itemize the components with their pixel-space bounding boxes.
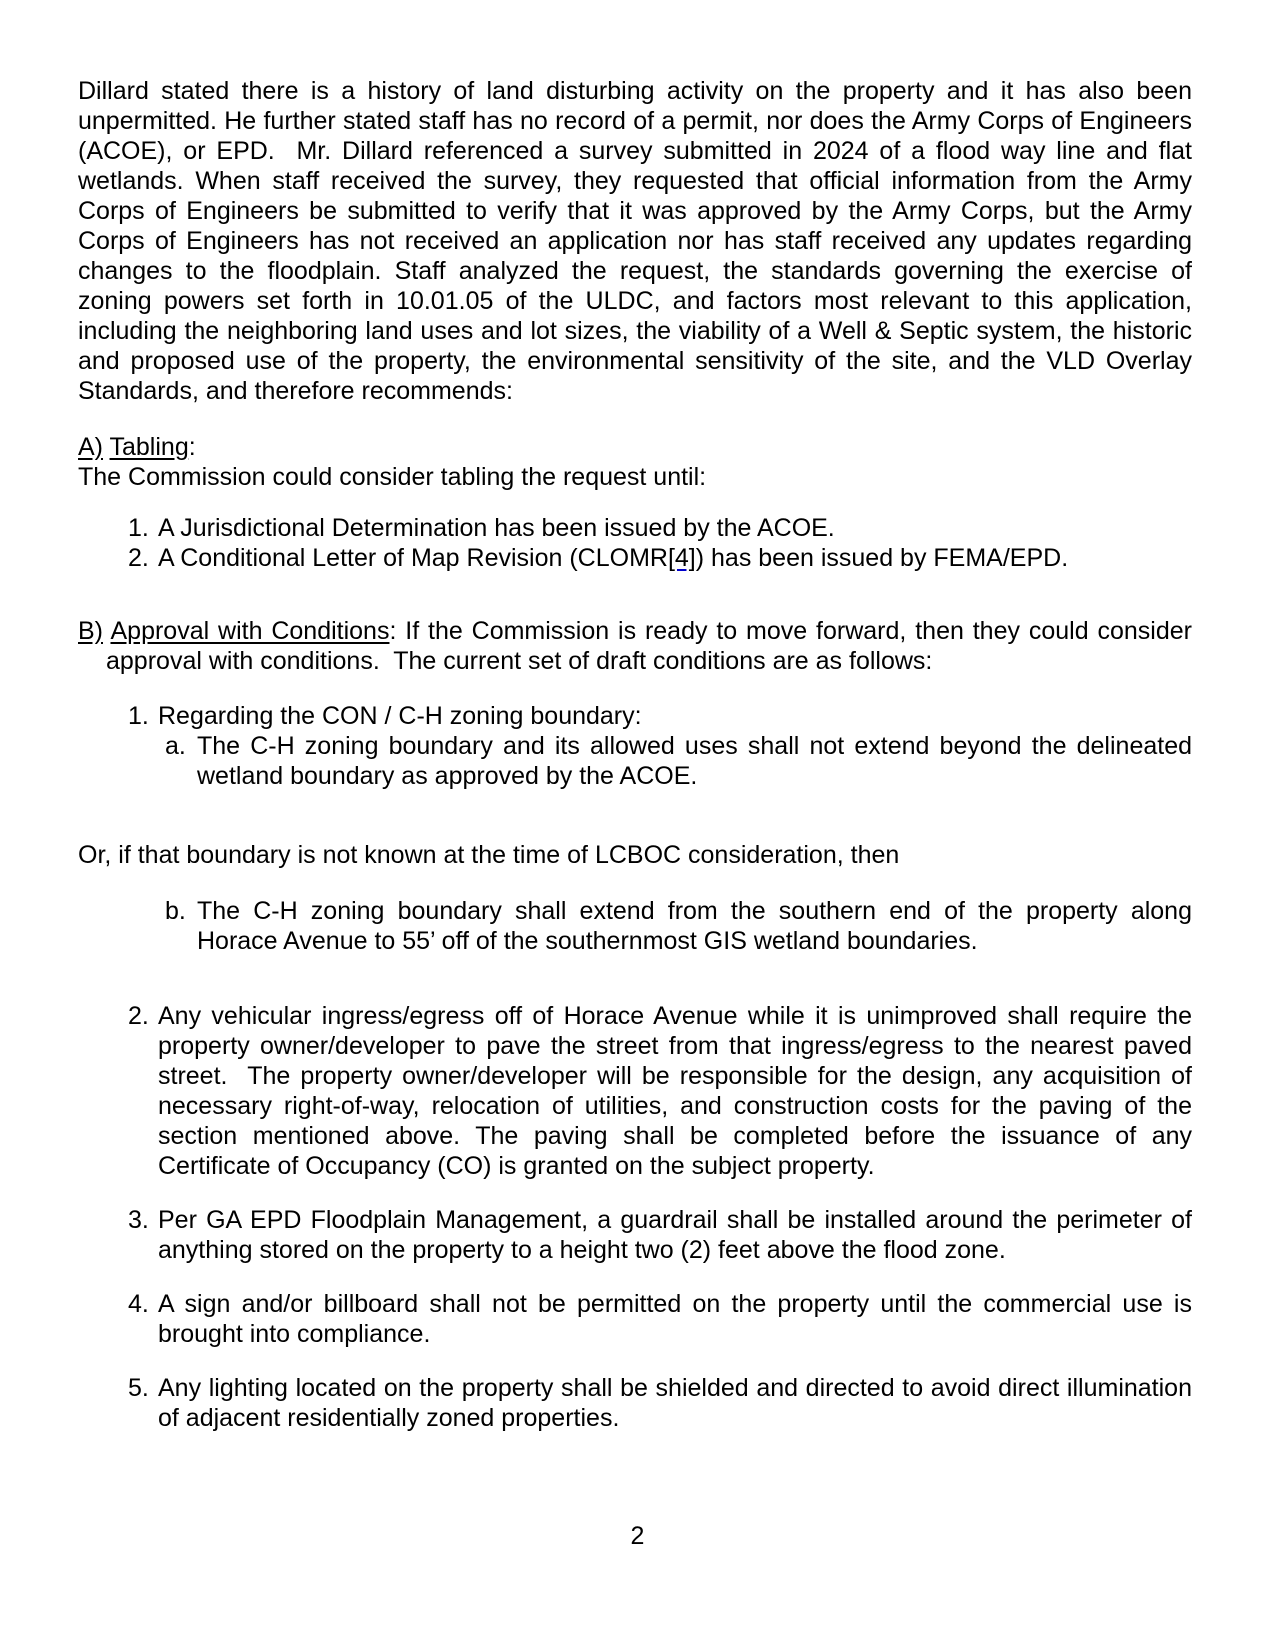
section-a-lead: The Commission could consider tabling the request until: <box>78 463 707 491</box>
list-number: 1. <box>128 702 149 730</box>
list-number: 3. <box>128 1206 149 1234</box>
section-b-item-1b-text: The C-H zoning boundary shall extend from the southern end of the property along Horace Avenue to 55’ off of the southernmost GIS wetland boundaries. <box>197 897 1192 955</box>
section-a-item-2-text-before: A Conditional Letter of Map Revision (CLOMR <box>158 544 668 572</box>
section-a-colon: : <box>188 433 196 461</box>
section-b-item-1 <box>78 701 1192 731</box>
section-b-lead: : If the Commission is ready to move forward, then they could consider approval with conditions. The current set of draft conditions are as follows: <box>106 617 1192 675</box>
section-a-heading <box>78 432 1192 462</box>
section-b-item-1-text: Regarding the CON / C-H zoning boundary: <box>158 702 642 730</box>
list-number: 2. <box>128 1002 149 1030</box>
section-a-item-1 <box>78 513 1192 543</box>
section-a-title: Tabling <box>109 433 189 461</box>
page-number: 2 <box>630 1522 645 1550</box>
section-b-label: B) <box>78 617 103 645</box>
section-b-heading <box>78 616 1192 676</box>
list-number: 1. <box>128 514 149 542</box>
section-b-item-1a <box>78 731 1192 791</box>
section-a-item-2 <box>78 543 1192 573</box>
list-number: 2. <box>128 544 149 572</box>
section-b-item-4 <box>78 1289 1192 1349</box>
section-b-title: Approval with Conditions <box>110 617 390 645</box>
section-b-item-5-text: Any lighting located on the property shall be shielded and directed to avoid direct illumination of adjacent residentially zoned properties. <box>158 1374 1192 1432</box>
section-b-item-3-text: Per GA EPD Floodplain Management, a guardrail shall be installed around the perimeter of anything stored on the property to a height two (2) feet above the flood zone. <box>158 1206 1192 1264</box>
section-b-item-1b <box>78 896 1192 956</box>
section-b-item-2-text: Any vehicular ingress/egress off of Horace Avenue while it is unimproved shall require the property owner/developer to pave the street from that ingress/egress to the nearest paved street. The property owner/developer will be responsible for the design, any acquisition of necessary right-of-way, relocation of utilities, and construction costs for the paving of the section mentioned above. The paving shall be completed before the issuance of any Certificate of Occupancy (CO) is granted on the subject property. <box>158 1002 1192 1180</box>
section-a-item-2-text-after: ) has been issued by FEMA/EPD. <box>695 544 1069 572</box>
section-b-list <box>78 701 1192 791</box>
section-b-item-5 <box>78 1373 1192 1433</box>
section-a-list <box>78 513 1192 573</box>
intro-paragraph: Dillard stated there is a history of land disturbing activity on the property and it has also been unpermitted. He further stated staff has no record of a permit, nor does the Army Corps of Engineers (ACOE), or EPD. Mr. Dillard referenced a survey submitted in 2024 of a flood way line and flat wetlands. When staff received the survey, they requested that official information from the Army Corps of Engineers be submitted to verify that it was approved by the Army Corps, but the Army Corps of Engineers has not received an application nor has staff received any updates regarding changes to the floodplain. Staff analyzed the request, the standards governing the exercise of zoning powers set forth in 10.01.05 of the ULDC, and factors most relevant to this application, including the neighboring land uses and lot sizes, the viability of a Well & Septic system, the historic and proposed use of the property, the environmental sensitivity of the site, and the VLD Overlay Standards, and therefore recommends: <box>78 77 1192 405</box>
section-b-item-1a-text: The C-H zoning boundary and its allowed uses shall not extend beyond the delineated wetland boundary as approved by the ACOE. <box>197 732 1192 790</box>
list-letter: b. <box>165 897 186 925</box>
section-b-item-4-text: A sign and/or billboard shall not be permitted on the property until the commercial use is brought into compliance. <box>158 1290 1192 1348</box>
section-a-label: A) <box>78 433 103 461</box>
list-letter: a. <box>165 732 186 760</box>
clomr-footnote-link[interactable]: [4] <box>667 544 696 572</box>
or-paragraph: Or, if that boundary is not known at the time of LCBOC consideration, then <box>78 841 900 869</box>
section-a-item-1-text: A Jurisdictional Determination has been issued by the ACOE. <box>158 514 835 542</box>
list-number: 4. <box>128 1290 149 1318</box>
section-b-item-2 <box>78 1001 1192 1181</box>
list-number: 5. <box>128 1374 149 1402</box>
section-b-item-3 <box>78 1205 1192 1265</box>
